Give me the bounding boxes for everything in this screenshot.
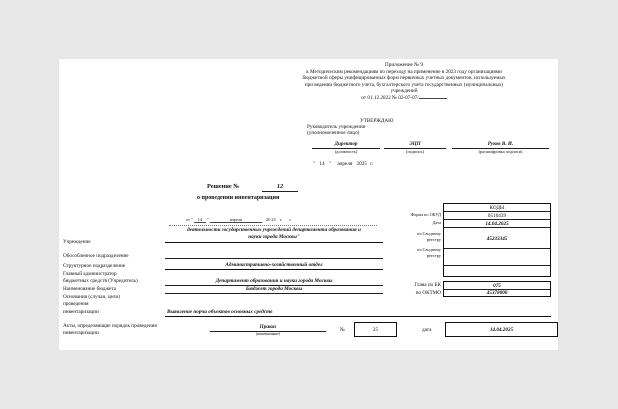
date-value: 14.04.2025: [485, 221, 509, 227]
appendix-title: Приложение № 9: [385, 62, 423, 68]
approval-date-month: апреля: [337, 161, 353, 167]
acts-number-label: №: [340, 327, 345, 333]
date-label: Дата: [432, 220, 441, 225]
quote: ": [328, 161, 332, 167]
bk-label: Глава по БК: [414, 282, 441, 288]
decision-date-day: 14: [194, 217, 206, 223]
approver-signature-caption: (подпись): [406, 149, 424, 154]
document-page: [59, 59, 558, 350]
acts-date-label: дата: [422, 327, 432, 333]
appendix-line: учреждений: [390, 88, 418, 95]
bk-oktmo-table: [443, 281, 551, 297]
acts-date-box: [445, 322, 558, 337]
codes-table: [443, 203, 551, 277]
okud-value: 0510439: [487, 213, 507, 219]
approver-signature: ЭЦП: [409, 141, 421, 147]
approver-position: Директор: [334, 141, 358, 147]
appendix-ref: от 01.12.2022 № 02-07-07/: [361, 94, 419, 101]
acts-doc-type-caption: (наименование): [255, 332, 281, 336]
acts-label: инвентаризации: [63, 330, 99, 336]
grounds-label: инвентаризации: [63, 309, 99, 315]
appendix-line: при ведении бюджетного учета, бухгалтерского учета государственных (муниципальных): [304, 81, 504, 88]
decision-date-year: 20 25: [266, 217, 276, 222]
registry1-label: по Сводному: [417, 231, 441, 236]
appendix-line: к Методическим рекомендациям по переходу на применение в 2023 году организациями: [306, 68, 502, 75]
chief-admin-value: Департамент образования и науки города Москвы: [215, 278, 333, 284]
appendix-line: бюджетной сферы унифицированных форм первичных учетных документов, используемых: [302, 75, 506, 82]
grounds-value: Выявление порчи объектов основных средств: [167, 309, 273, 315]
quote: ": [313, 161, 316, 167]
grounds-label: Основания (случаи, цели): [63, 294, 121, 300]
structural-division-label: Структурное подразделение: [63, 263, 126, 269]
approval-head-sublabel: (уполномоченное лицо): [307, 130, 360, 136]
quote: ": [206, 217, 209, 222]
registry1-value: 45233345: [486, 236, 508, 242]
okud-label: Форма по ОКУД: [410, 212, 441, 217]
date-suffix: г.: [289, 217, 292, 222]
date-suffix: г.: [279, 217, 283, 222]
registry2-label: реестру: [426, 253, 441, 258]
institution-value: деятельности государственных учреждений департамента образования и: [187, 227, 361, 233]
approver-name-caption: (расшифровка подписи): [478, 149, 523, 154]
oktmo-value: 45378000: [486, 290, 508, 296]
acts-number-box: [354, 322, 397, 337]
budget-value: Бюджет города Москвы: [245, 286, 303, 292]
acts-doc-type: Приказ: [259, 324, 277, 330]
institution-value: науки города Москвы": [248, 234, 300, 240]
registry2-label: по Сводному: [417, 247, 441, 252]
decision-subtitle: о проведении инвентаризации: [197, 195, 280, 201]
acts-number-value: 25: [372, 327, 379, 333]
institution-label: Учреждение: [63, 239, 91, 245]
approval-head-label: Руководитель учреждения: [307, 124, 365, 130]
decision-date: [186, 217, 292, 223]
appendix-block: [259, 62, 549, 102]
bk-value: 075: [493, 283, 501, 289]
date-prefix: от ": [186, 217, 193, 222]
chief-admin-label: бюджетных средств (Учредитель): [63, 278, 138, 284]
decision-date-month: апреля: [210, 217, 262, 223]
registry1-label: реестру: [426, 237, 441, 242]
approval-header: УТВЕРЖДАЮ: [360, 118, 394, 124]
approver-name: Руков В. И.: [487, 141, 514, 147]
oktmo-label: по ОКТМО: [415, 290, 441, 296]
codes-header: КОДЫ: [489, 205, 505, 211]
approval-date-suffix: г.: [370, 161, 374, 167]
approver-position-caption: (должность): [334, 149, 358, 154]
acts-label: Акты, определяющие порядок проведения: [63, 323, 157, 329]
acts-date-value: 14.04.2025: [489, 327, 514, 333]
approval-date-day: 14: [319, 161, 325, 167]
decision-label: Решение №: [207, 183, 240, 190]
separate-division-label: Обособленное подразделение: [63, 253, 129, 259]
structural-division-value: Административно-хозяйственный отдел: [225, 262, 323, 268]
budget-label: Наименование бюджета: [63, 286, 116, 292]
approval-date: [313, 161, 373, 167]
approval-date-year: 2025: [356, 161, 367, 167]
chief-admin-label: Главный администратор: [63, 271, 117, 277]
grounds-label: проведения: [63, 301, 89, 307]
decision-number: 12: [276, 183, 284, 190]
